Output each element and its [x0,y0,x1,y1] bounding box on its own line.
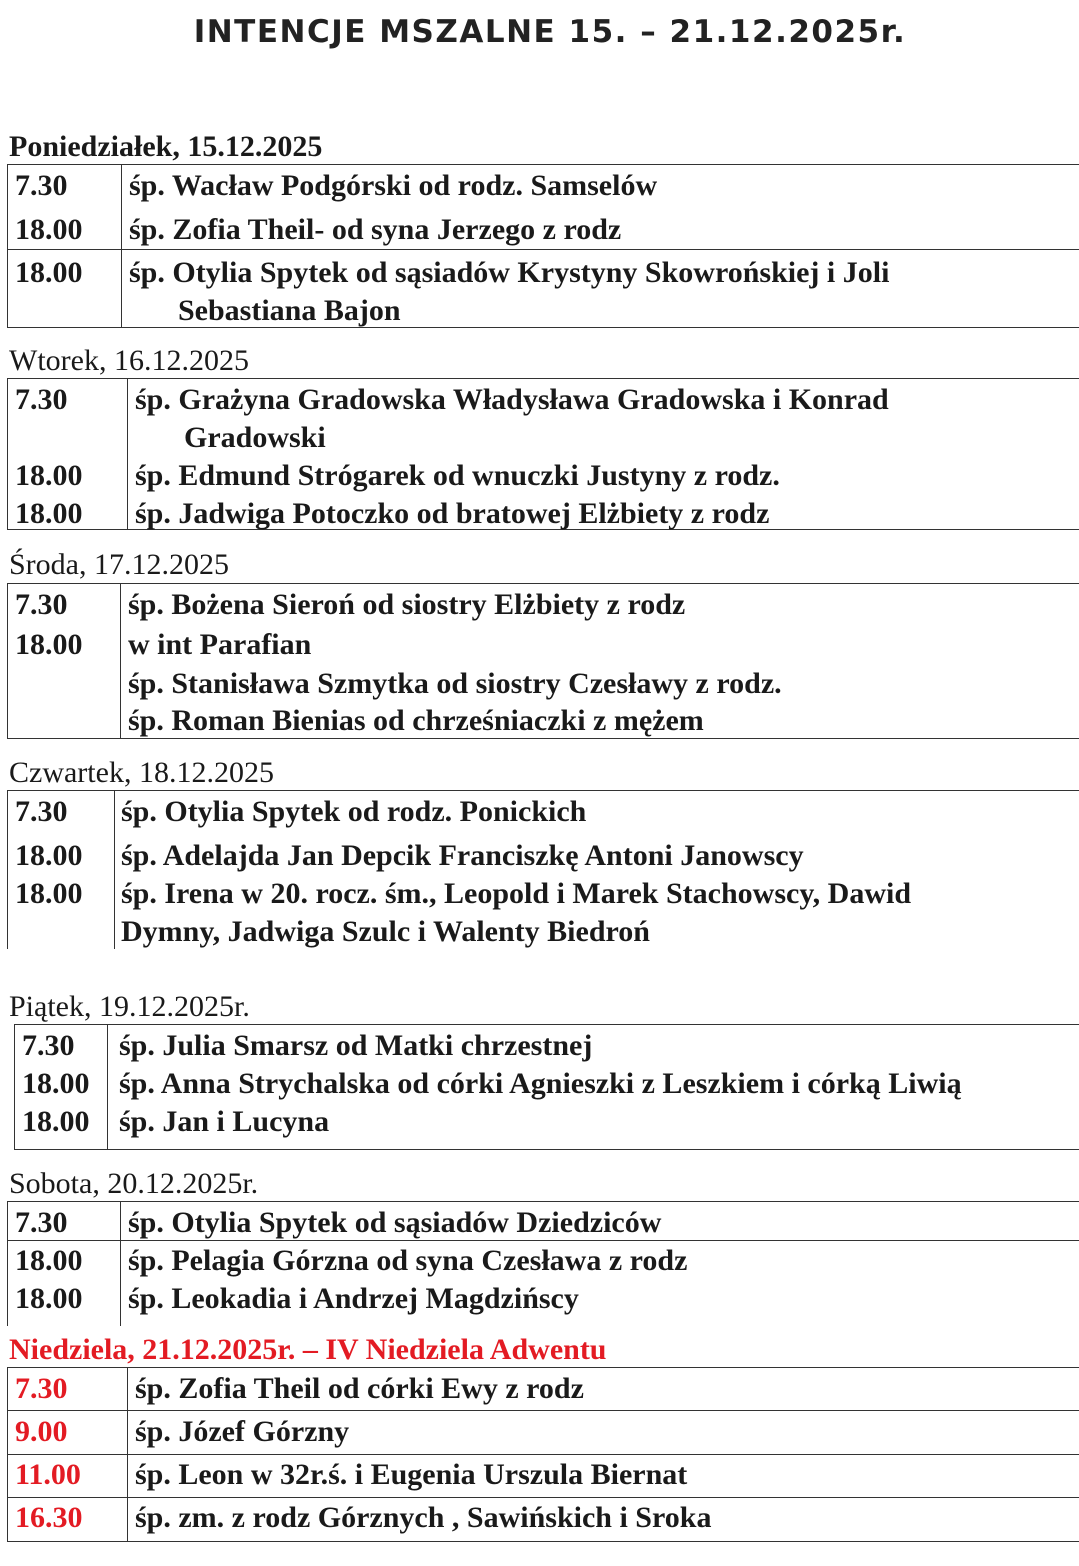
column-divider [107,1025,108,1149]
day-heading-friday: Piątek, 19.12.2025r. [9,990,250,1023]
column-divider [121,165,122,327]
column-divider [120,1202,121,1326]
mass-time: 11.00 [15,1458,81,1491]
mass-intention: śp. Bożena Sieroń od siostry Elżbiety z rodz [128,588,686,621]
mass-time: 16.30 [15,1501,83,1534]
mass-time: 7.30 [15,588,68,621]
mass-table-wednesday [7,583,1079,739]
mass-intention: śp. Zofia Theil od córki Ewy z rodz [135,1372,584,1405]
mass-intention: śp. Anna Strychalska od córki Agnieszki z Leszkiem i córką Liwią [119,1067,962,1100]
day-heading-tuesday: Wtorek, 16.12.2025 [9,344,249,377]
mass-intention: śp. Roman Bienias od chrześniaczki z mężem [128,704,704,737]
mass-time: 18.00 [15,497,83,530]
mass-table-thursday [7,790,1079,949]
row-divider [8,1410,1079,1411]
mass-intention: w int Parafian [128,628,312,661]
mass-intention: śp. Jan i Lucyna [119,1105,330,1138]
day-heading-sunday: Niedziela, 21.12.2025r. – IV Niedziela Adwentu [9,1333,607,1366]
mass-intention-continued: Sebastiana Bajon [178,294,401,327]
mass-intention: śp. Julia Smarsz od Matki chrzestnej [119,1029,593,1062]
day-heading-monday: Poniedziałek, 15.12.2025 [9,130,323,163]
mass-time: 18.00 [22,1105,90,1138]
mass-intention: śp. Jadwiga Potoczko od bratowej Elżbiety z rodz [135,497,770,530]
mass-time: 18.00 [15,213,83,246]
mass-time: 7.30 [15,1206,68,1239]
mass-intention: śp. Pelagia Górzna od syna Czesława z rodz [128,1244,688,1277]
column-divider [127,379,128,529]
mass-time: 7.30 [15,169,68,202]
mass-intention: śp. Adelajda Jan Depcik Franciszkę Antoni Janowscy [121,839,804,872]
row-divider [8,1454,1079,1455]
mass-table-saturday [7,1201,1079,1326]
mass-table-monday [7,164,1079,328]
mass-intention: śp. Stanisława Szmytka od siostry Czesławy z rodz. [128,667,782,700]
mass-intention-continued: Dymny, Jadwiga Szulc i Walenty Biedroń [121,915,650,948]
day-heading-thursday: Czwartek, 18.12.2025 [9,756,274,789]
mass-time: 18.00 [15,877,83,910]
mass-time: 7.30 [15,1372,68,1405]
mass-time: 7.30 [22,1029,75,1062]
mass-time: 18.00 [15,459,83,492]
column-divider [120,584,121,738]
row-divider [8,1497,1079,1498]
mass-intention-continued: Gradowski [184,421,326,454]
mass-time: 7.30 [15,795,68,828]
mass-table-sunday [7,1367,1079,1542]
mass-intention: śp. Zofia Theil- od syna Jerzego z rodz [129,213,622,246]
mass-time: 9.00 [15,1415,68,1448]
mass-time: 7.30 [15,383,68,416]
mass-intention: śp. Otylia Spytek od rodz. Ponickich [121,795,587,828]
mass-time: 18.00 [15,1282,83,1315]
day-heading-saturday: Sobota, 20.12.2025r. [9,1167,259,1200]
mass-intention: śp. Otylia Spytek od sąsiadów Dziedziców [128,1206,662,1239]
mass-intention: śp. Leon w 32r.ś. i Eugenia Urszula Biernat [135,1458,688,1491]
mass-intention: śp. Leokadia i Andrzej Magdzińscy [128,1282,579,1315]
mass-table-tuesday [7,378,1079,530]
page-title: INTENCJE MSZALNE 15. – 21.12.2025r. [193,14,907,50]
mass-intention: śp. zm. z rodz Górznych , Sawińskich i Sroka [135,1501,712,1534]
mass-time: 18.00 [15,1244,83,1277]
row-divider [8,249,1079,250]
column-divider [114,791,115,949]
mass-intention: śp. Irena w 20. rocz. śm., Leopold i Marek Stachowscy, Dawid [121,877,912,910]
mass-intention: śp. Grażyna Gradowska Władysława Gradowska i Konrad [135,383,889,416]
mass-intention: śp. Józef Górzny [135,1415,350,1448]
mass-time: 18.00 [22,1067,90,1100]
mass-time: 18.00 [15,628,83,661]
mass-time: 18.00 [15,839,83,872]
mass-time: 18.00 [15,256,83,289]
mass-intention: śp. Otylia Spytek od sąsiadów Krystyny Skowrońskiej i Joli [129,256,890,289]
mass-table-friday [14,1024,1079,1150]
mass-intention: śp. Wacław Podgórski od rodz. Samselów [129,169,658,202]
mass-intention: śp. Edmund Strógarek od wnuczki Justyny z rodz. [135,459,780,492]
day-heading-wednesday: Środa, 17.12.2025 [9,548,229,581]
